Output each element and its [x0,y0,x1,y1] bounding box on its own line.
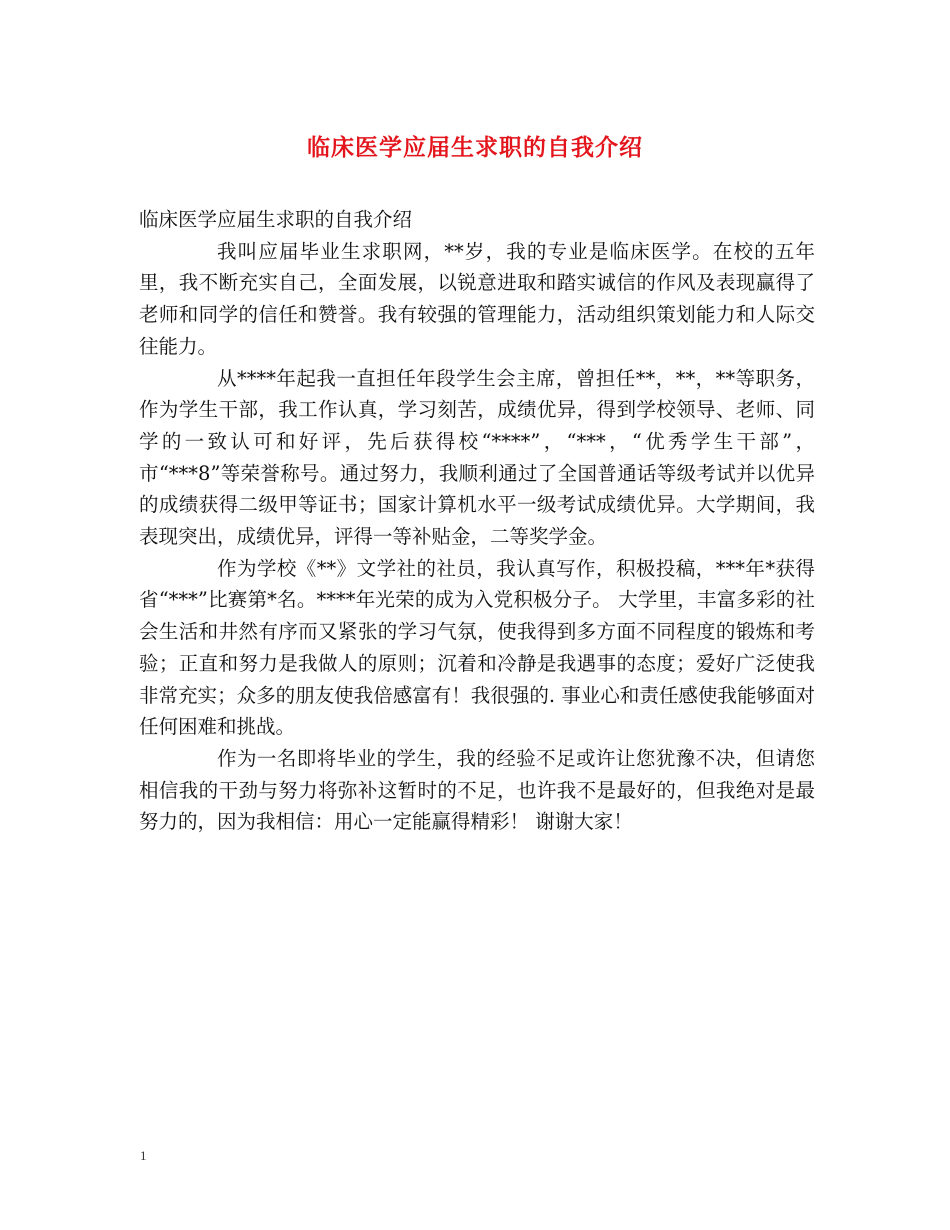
paragraph-intro: 我叫应届毕业生求职网，**岁，我的专业是临床医学。在校的五年里，我不断充实自己，全面发展，以锐意进取和踏实诚信的作风及表现赢得了老师和同学的信任和赞誉。我有较强的管理能力，活动组织策划能力和人际交往能力。 [139,239,815,358]
document-body [139,204,815,838]
paragraph-closing: 作为一名即将毕业的学生，我的经验不足或许让您犹豫不决，但请您相信我的干劲与努力将弥补这暂时的不足，也许我不是最好的，但我绝对是最努力的，因为我相信：用心一定能赢得精彩！ 谢谢大家！ [139,746,815,834]
document-subtitle: 临床医学应届生求职的自我介绍 [139,208,413,231]
document-title: 临床医学应届生求职的自我介绍 [307,134,643,161]
paragraph-literature-club: 作为学校《**》文学社的社员，我认真写作，积极投稿，***年*获得省“***”比赛第*名。****年光荣的成为入党积极分子。 大学里，丰富多彩的社会生活和井然有序而又紧张的学习气氛，使我得到多方面不同程度的锻炼和考验；正直和努力是我做人的原则；沉着和冷静是我遇事的态度；爱好广泛使我非常充实；众多的朋友使我倍感富有！我很强的. 事业心和责任感使我能够面对任何困难和挑战。 [139,556,815,739]
paragraph-student-union: 从****年起我一直担任年段学生会主席，曾担任**，**，**等职务，作为学生干部，我工作认真，学习刻苦，成绩优异，得到学校领导、老师、同学的一致认可和好评，先后获得校“****”，“***，“优秀学生干部”，市“***8”等荣誉称号。通过努力，我顺利通过了全国普通话等级考试并以优异的成绩获得二级甲等证书；国家计算机水平一级考试成绩优异。大学期间，我表现突出，成绩优异，评得一等补贴金，二等奖学金。 [139,366,815,549]
page-number: 1 [140,1148,147,1163]
